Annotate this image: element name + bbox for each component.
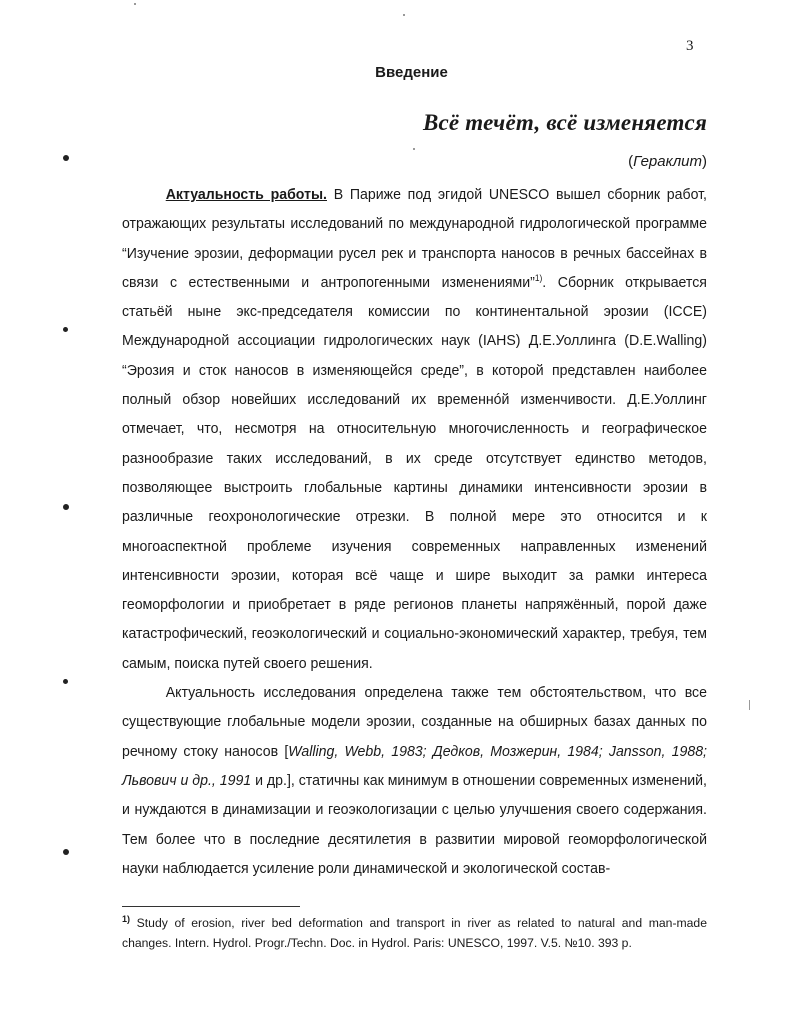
binding-hole-mark: [63, 679, 68, 684]
scan-speck: [749, 700, 750, 710]
scan-speck: [413, 148, 415, 150]
paragraph-models: [122, 678, 707, 883]
footnote-divider: [122, 906, 300, 907]
literature-references: Walling, Webb, 1983; Дедков, Мозжерин, 1984; Jansson, 1988; Львович и др., 1991: [122, 742, 707, 789]
paragraph-2-text-a: Актуальность исследования определена также тем обстоятельством, что все существующие глобальные модели эрозии, созданные на обширных базах данных по речному стоку наносов [: [122, 684, 707, 760]
scan-speck: [134, 3, 136, 5]
footnote: [122, 913, 707, 953]
binding-hole-mark: [63, 155, 69, 161]
author-close-paren: ): [702, 153, 707, 170]
author-open-paren: (: [628, 153, 634, 170]
page-number: 3: [686, 38, 694, 54]
binding-hole-mark: [63, 849, 69, 855]
section-heading: Введение: [375, 64, 448, 81]
binding-hole-mark: [63, 327, 68, 332]
paragraph-1-text-a: В Париже под эгидой UNESCO вышел сборник работ, отражающих результаты исследований по международной гидрологической программе “Изучение эрозии, деформации русел рек и транспорта наносов в речных бассейнах в связи с естественными и антропогенными изменениями”: [122, 186, 707, 291]
author-name: Гераклит: [633, 153, 702, 170]
paragraph-relevance: [122, 180, 707, 678]
scan-speck: [403, 14, 405, 16]
epigraph-quote: Всё течёт, всё изменяется: [422, 110, 707, 135]
footnote-reference: 1): [534, 272, 543, 283]
paragraph-2-text-b: и др.], статичны как минимум в отношении современных изменений, и нуждаются в динамизации и геоэкологизации с целью улучшения своего содержания. Тем более что в последние десятилетия в развитии мировой геоморфологической науки наблюдается усиление роли динамической и экологической состав-: [122, 771, 707, 877]
binding-hole-mark: [63, 504, 69, 510]
body-text: [122, 180, 707, 883]
epigraph-author: [628, 153, 707, 170]
footnote-mark: 1): [122, 913, 131, 924]
relevance-label: Актуальность работы.: [165, 186, 327, 203]
footnote-text: Study of erosion, river bed deformation and transport in river as related to natural and man-made changes. Intern. Hydrol. Progr./Techn. Doc. in Hydrol. Paris: UNESCO, 1997. V.5. №10. 393 p.: [122, 916, 707, 950]
paragraph-1-text-b: . Сборник открывается статьёй ныне экс-председателя комиссии по континентальной эрозии (ICCE) Международной ассоциации гидрологических наук (IAHS) Д.Е.Уоллинга (D.E.Walling) “Эрозия и сток наносов в изменяющейся среде”, в которой представлен наиболее полный обзор новейших исследований их временнóй изменчивости. Д.Е.Уоллинг отмечает, что, несмотря на относительную многочисленность и географическое разнообразие таких исследований, в их среде отсутствует единство методов, позволяющее выстроить глобальные картины динамики интенсивности эрозии в различные геохронологические отрезки. В полной мере это относится и к многоаспектной проблеме изучения современных направленных изменений интенсивности эрозии, которая всё чаще и шире выходит за рамки интереса геоморфологии и приобретает в ряде регионов планеты напряжённый, порой даже катастрофический, геоэкологический и социально-экономический характер, требуя, тем самым, поиска путей своего решения.: [122, 273, 707, 672]
